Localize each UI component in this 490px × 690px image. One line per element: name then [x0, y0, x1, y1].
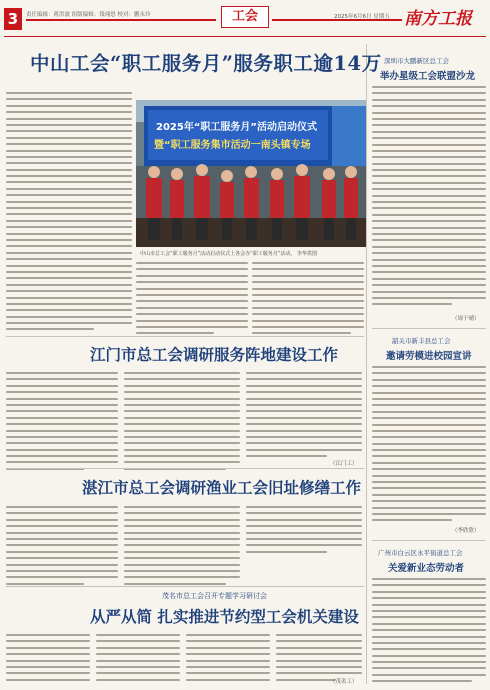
sidebar-divider-1 [372, 328, 486, 329]
jiangmen-body-col3 [246, 372, 362, 461]
sidebar-3-kicker: 广州市白云区永平街道总工会 [378, 549, 463, 557]
maoming-signature: （茂名工） [330, 679, 358, 685]
zhanjiang-body-col3 [246, 506, 362, 557]
sidebar-1-body [372, 86, 486, 310]
sidebar-1-title: 举办星级工会联盟沙龙 [380, 71, 476, 82]
jiangmen-signature: （江门工） [330, 461, 358, 467]
sidebar-2-body [372, 366, 486, 526]
section-badge: 工会 [221, 6, 269, 28]
article-zhanjiang-headline: 湛江市总工会调研渔业工会旧址修缮工作 [82, 478, 362, 497]
lead-body-col2 [136, 262, 248, 339]
photo-banner-line1: 2025年“职工服务月”活动启动仪式 [156, 122, 317, 133]
staff-line: 责任编辑：蒋洪波 组版编辑：钱翊思 校对：鹏永玲 [26, 12, 151, 18]
sidebar-2-signature: （李欣欣） [452, 528, 480, 534]
sidebar-divider-2 [372, 540, 486, 541]
header-rule-left [26, 19, 216, 21]
sidebar-2-kicker: 韶关市新丰县总工会 [392, 337, 451, 345]
divider-3 [6, 586, 364, 587]
article-maoming-headline: 从严从简 扎实推进节约型工会机关建设 [90, 607, 359, 626]
lead-body-col1 [6, 92, 132, 335]
page-number: 3 [4, 8, 22, 30]
jiangmen-body-col1 [6, 372, 118, 474]
article-maoming-kicker: 茂名市总工会召开专题学习研讨会 [162, 592, 267, 600]
lead-body-col3 [252, 262, 364, 339]
masthead-logo: 南方工报 [404, 9, 472, 29]
divider-2 [6, 468, 364, 469]
sidebar-3-title: 关爱新业态劳动者 [388, 563, 465, 574]
lead-headline: 中山工会“职工服务月”服务职工逾14万 [30, 52, 382, 75]
zhanjiang-body-col1 [6, 506, 118, 589]
photo-banner-line2: 暨“职工服务集市活动一南头镇专场 [154, 140, 311, 151]
divider-1 [6, 336, 364, 337]
jiangmen-body-col2 [124, 372, 240, 474]
sidebar-1-signature: （周于晴） [452, 316, 480, 322]
sidebar-3-body [372, 578, 486, 687]
column-divider [366, 44, 367, 684]
article-jiangmen-headline: 江门市总工会调研服务阵地建设工作 [90, 345, 339, 364]
maoming-body-col1 [6, 634, 90, 685]
sidebar-2-title: 邀请劳模进校园宣讲 [386, 351, 472, 362]
page-header [0, 0, 490, 40]
issue-date: 2025年6月6日 星期五 [334, 14, 390, 20]
maoming-body-col3 [186, 634, 270, 685]
sidebar-1-kicker: 深圳市大鹏新区总工会 [384, 57, 449, 65]
zhanjiang-body-col2 [124, 506, 240, 589]
photo-caption: 中山市总工会“职工服务月”活动启动仪式上各会办“职工服务月”活动。 李华供图 [140, 251, 317, 257]
header-divider [4, 36, 486, 37]
maoming-body-col2 [96, 634, 180, 685]
lead-photo [136, 100, 366, 247]
